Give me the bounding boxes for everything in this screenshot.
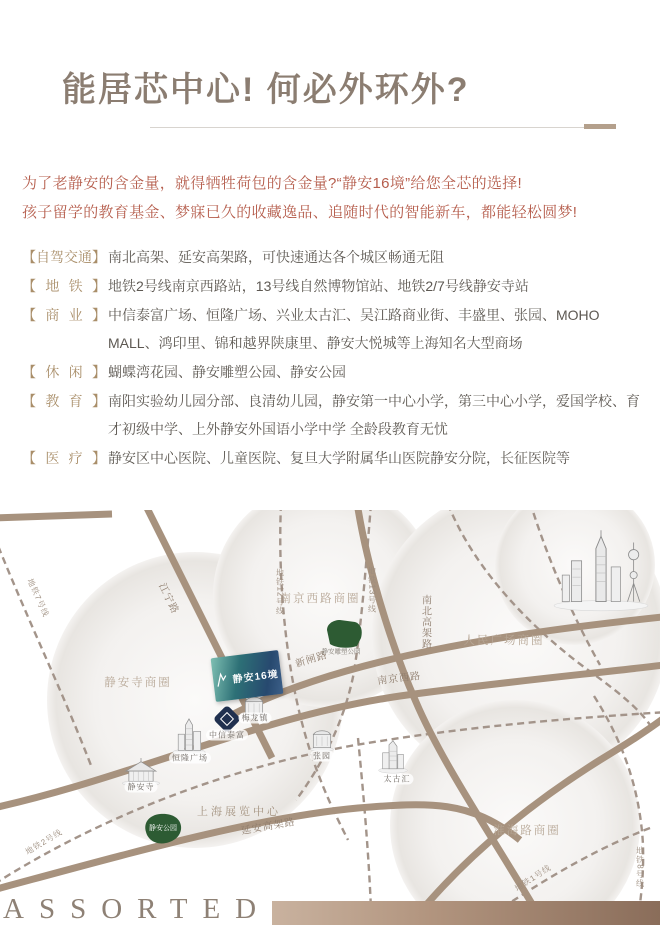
amenity-text-metro: 地铁2号线南京西路站，13号线自然博物馆站、地铁2/7号线静安寺站 <box>108 278 529 294</box>
amenity-label-metro: 【 地 铁 】 <box>22 278 106 294</box>
poi-label-meilongzhen: 梅龙镇 <box>239 713 272 724</box>
district-label-nanjingxilu: 南京西路商圈 <box>279 593 361 605</box>
road-label-jiangning: 江宁路 <box>156 581 181 617</box>
area-label-exhibition-center: 上海展览中心 <box>197 806 281 818</box>
list-item <box>22 387 642 443</box>
road-label-yanan: 延安高架路 <box>240 816 297 838</box>
list-item <box>22 243 642 271</box>
amenity-text-medical: 静安区中心医院、儿童医院、复旦大学附属华山医院静安分院，长征医院等 <box>108 450 570 466</box>
page-title: 能居芯中心! 何必外环外? <box>62 71 470 109</box>
henglong-plaza-building-icon <box>171 715 207 757</box>
metro-label-line7: 地铁7号线 <box>25 577 51 619</box>
amenity-label-medical: 【 医 疗 】 <box>22 450 106 466</box>
list-item <box>22 444 642 472</box>
poi-label-jingan-temple: 静安寺 <box>125 782 158 793</box>
footer-gradient-bar <box>272 901 660 925</box>
road-top-stub <box>0 514 112 518</box>
district-label-huaihailu: 淮海路商圈 <box>493 825 561 837</box>
project-logo-icon <box>215 669 230 688</box>
amenity-label-business: 【 商 业 】 <box>22 307 106 323</box>
taikoo-hui-building-icon <box>377 736 409 776</box>
shanghai-skyline-icon <box>550 530 652 612</box>
amenity-text-leisure: 蝴蝶湾花园、静安雕塑公园、静安公园 <box>108 364 346 380</box>
amenities-list <box>22 243 642 473</box>
park-sculpture-shape <box>327 620 362 648</box>
amenity-text-business: 中信泰富广场、恒隆广场、兴业太古汇、吴江路商业街、丰盛里、张园、MOHO MALL、鸿印里、锦和越界陕康里、静安大悦城等上海知名大型商场 <box>108 307 600 351</box>
amenity-text-traffic: 南北高架、延安高架路，可快速通达各个城区畅通无阻 <box>108 249 444 265</box>
park-label-jingan: 静安公园 <box>149 825 177 832</box>
title-divider-accent <box>584 124 616 129</box>
metro-label-line12: 地铁12号线 <box>275 568 285 616</box>
metro-branch-path <box>358 738 372 925</box>
amenity-label-traffic: 【自驾交通】 <box>22 249 106 265</box>
intro-line-1: 为了老静安的含金量，就得牺牲荷包的含金量?“静安16境”给您全芯的选择! <box>22 175 522 192</box>
intro-paragraph <box>22 169 642 227</box>
poi-label-taikoo-hui: 太古汇 <box>381 774 414 785</box>
park-label-sculpture: 静安雕塑公园 <box>321 648 361 656</box>
district-label-jingansi: 静安寺商圈 <box>104 677 172 689</box>
location-map <box>0 510 660 925</box>
amenity-text-education: 南阳实验幼儿园分部、良清幼儿园，静安第一中心小学，第三中心小学，爱国学校、育才初级中学、上外静安外国语小学中学 全龄段教育无忧 <box>108 393 640 437</box>
project-marker <box>211 650 284 702</box>
metro-label-line1: 地铁1号线 <box>513 862 553 894</box>
metro-label-line8: 地铁8号线 <box>635 846 645 888</box>
project-marker-label: 静安16境 <box>232 668 280 686</box>
amenity-label-leisure: 【 休 闲 】 <box>22 364 106 380</box>
intro-line-2: 孩子留学的教育基金、梦寐已久的收藏逸品、追随时代的智能新车，都能轻松圆梦! <box>22 204 578 221</box>
metro-label-line13: 地铁13号线 <box>367 566 377 614</box>
road-label-xinzha: 新闸路 <box>294 649 329 670</box>
list-item <box>22 272 642 300</box>
zhangyuan-building-icon <box>309 724 335 754</box>
district-label-renminguangchang: 人民广场商圈 <box>463 635 545 647</box>
poi-label-henglong: 恒隆广场 <box>169 753 211 764</box>
list-item <box>22 358 642 386</box>
poi-label-zhangyuan: 张园 <box>310 751 334 762</box>
watermark-text: ASSORTED <box>3 893 272 925</box>
metro-label-line2: 地铁2号线 <box>23 827 65 857</box>
poi-label-citic: 中信泰富 <box>206 730 248 741</box>
title-divider <box>150 127 584 128</box>
amenity-label-education: 【 教 育 】 <box>22 393 106 409</box>
road-label-nanjingxi: 南京西路 <box>376 670 422 688</box>
road-label-nanbei: 南北高架路 <box>419 594 431 650</box>
list-item <box>22 301 642 357</box>
